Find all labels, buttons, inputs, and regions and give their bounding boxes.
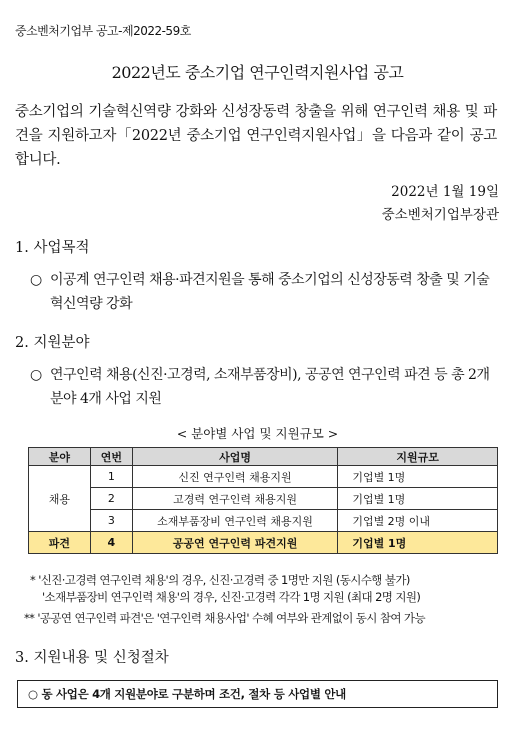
header-no: 연번 [90, 448, 132, 466]
row-scale: 기업별 2명 이내 [338, 510, 498, 532]
row-name: 공공연 연구인력 파견지원 [132, 532, 338, 554]
table-row [29, 510, 498, 532]
support-table [28, 447, 498, 554]
row-no: 2 [90, 488, 132, 510]
footnote-2: ** '공공연 연구인력 파견'은 '연구인력 채용사업' 수혜 여부와 관계없이 동시 참여 가능 [24, 611, 425, 625]
table-row-highlight [29, 532, 498, 554]
row-scale: 기업별 1명 [338, 532, 498, 554]
row-name: 고경력 연구인력 채용지원 [132, 488, 338, 510]
circle-bullet-icon: ○ [30, 367, 42, 383]
header-scale: 지원규모 [338, 448, 498, 466]
row-scale: 기업별 1명 [338, 466, 498, 488]
row-no: 3 [90, 510, 132, 532]
notice-number: 중소벤처기업부 공고-제2022-59호 [15, 24, 191, 38]
intro-text: 중소기업의 기술혁신역량 강화와 신성장동력 창출을 위해 연구인력 채용 및 파견을 지원하고자「2022년 중소기업 연구인력지원사업」을 다음과 같이 공고합니다. [15, 104, 498, 168]
boxed-note: ○ 동 사업은 4개 지원분야로 구분하며 조건, 절차 등 사업별 안내 [17, 680, 498, 708]
intro-paragraph [15, 100, 497, 172]
section-heading-purpose: 1. 사업목적 [15, 240, 90, 256]
row-scale: 기업별 1명 [338, 488, 498, 510]
row-no: 4 [90, 532, 132, 554]
bullet-fields-text: 연구인력 채용(신진·고경력, 소재부품장비), 공공연 연구인력 파견 등 총 2개 분야 4개 사업 지원 [50, 367, 490, 407]
section-heading-fields: 2. 지원분야 [15, 335, 90, 351]
row-no: 1 [90, 466, 132, 488]
bullet-fields [30, 363, 500, 411]
row-name: 소재부품장비 연구인력 채용지원 [132, 510, 338, 532]
header-field: 분야 [29, 448, 91, 466]
field-recruit: 채용 [29, 466, 91, 532]
circle-bullet-icon: ○ [30, 272, 42, 288]
page-title: 2022년도 중소기업 연구인력지원사업 공고 [111, 63, 404, 82]
notice-date: 2022년 1월 19일 [391, 184, 499, 200]
table-caption: < 분야별 사업 및 지원규모 > [176, 426, 339, 441]
bullet-purpose [30, 268, 500, 316]
table-header-row [29, 448, 498, 466]
footnote-1-line-2: '소재부품장비 연구인력 채용'의 경우, 신진·고경력 각각 1명 지원 (최대 2명 지원) [42, 590, 421, 604]
issuer: 중소벤처기업부장관 [381, 207, 499, 223]
table-row [29, 488, 498, 510]
section-heading-procedure: 3. 지원내용 및 신청절차 [15, 650, 169, 666]
field-dispatch: 파견 [29, 532, 91, 554]
bullet-purpose-text: 이공계 연구인력 채용·파견지원을 통해 중소기업의 신성장동력 창출 및 기술혁신역량 강화 [50, 272, 490, 312]
header-name: 사업명 [132, 448, 338, 466]
table-row [29, 466, 498, 488]
row-name: 신진 연구인력 채용지원 [132, 466, 338, 488]
footnote-1-line-1: * '신진·고경력 연구인력 채용'의 경우, 신진·고경력 중 1명만 지원 (동시수행 불가) [30, 573, 410, 587]
